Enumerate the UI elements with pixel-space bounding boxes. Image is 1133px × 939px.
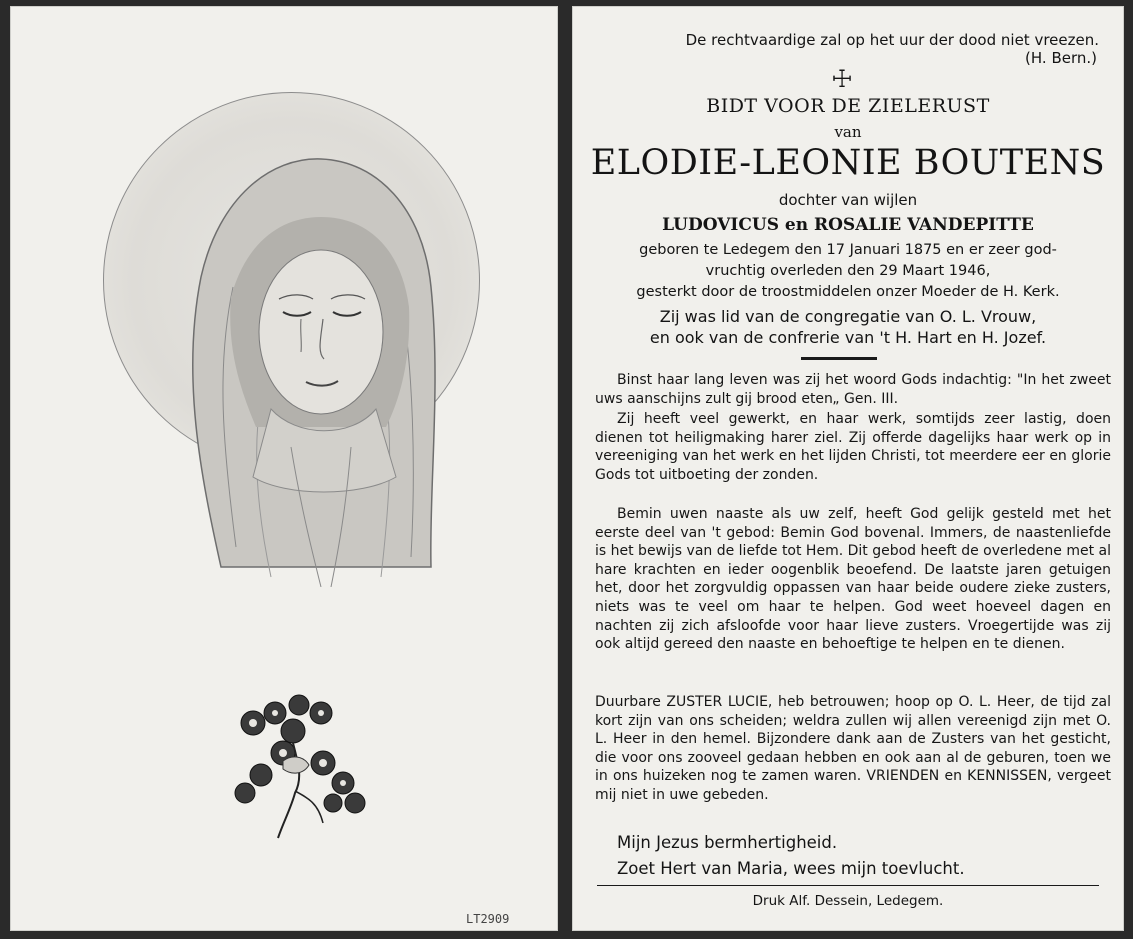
paragraph-charity: Bemin uwen naaste als uw zelf, heeft God gelijk gesteld met het eerste deel van 't gebod: Bemin God bovenal. Immers, de naastenliefde is het bewijs van de liefde tot Hem. Dit gebod heeft de overledene met al hare krachten en ieder oogenblik beoefend. De laatste jaren getuigen het, door het zorgvuldig oppassen van haar beide oudere zieke zusters, niets was te veel om haar te helpen. God weet hoeveel dagen en nachten zij zich afsloofde voor haar lieve zusters. Vroegertijde was zij ook altijd gereed den naaste en behoeftige te helpen en te dienen. bbox=[595, 506, 1112, 653]
memorial-card-back bbox=[572, 6, 1124, 931]
epigraph-source: (H. Bern.) bbox=[1025, 49, 1097, 67]
paragraph-work: Zij heeft veel gewerkt, en haar werk, somtijds zeer lastig, doen dienen tot heiligmaking harer ziel. Zij offerde dagelijks haar werk op in vereeniging van het werk en het lijden Christi, tot meerdere eer en glorie Gods tot uitboeting der zonden. bbox=[595, 411, 1111, 483]
printer-credit: Druk Alf. Dessein, Ledegem. bbox=[752, 893, 944, 909]
membership-line-2: en ook van de confrerie van 't H. Hart en H. Jozef. bbox=[649, 328, 1047, 347]
footer-rule bbox=[597, 885, 1099, 886]
birth-line-1: geboren te Ledegem den 17 Januari 1875 en er zeer god- bbox=[639, 242, 1057, 258]
birth-line-2: vruchtig overleden den 29 Maart 1946, bbox=[705, 263, 991, 279]
memorial-card-front bbox=[10, 6, 558, 931]
deceased-name: ELODIE-LEONIE BOUTENS bbox=[590, 143, 1106, 183]
cross-icon: ☩ bbox=[831, 65, 853, 93]
paragraph-scripture: Binst haar lang leven was zij het woord Gods indachtig: "In het zweet uws aanschijns zult gij brood eten„ Gen. III. bbox=[595, 372, 1111, 407]
epigraph: De rechtvaardige zal op het uur der dood niet vreezen. bbox=[685, 31, 1099, 49]
madonna-illustration bbox=[161, 147, 461, 587]
van-label: van bbox=[834, 123, 862, 141]
flower-cross-ornament bbox=[223, 683, 373, 843]
daughter-of: dochter van wijlen bbox=[778, 191, 918, 209]
parents: LUDOVICUS en ROSALIE VANDEPITTE bbox=[662, 215, 1034, 235]
prayer-2: Zoet Hert van Maria, wees mijn toevlucht. bbox=[617, 859, 965, 878]
prayer-1: Mijn Jezus bermhertigheid. bbox=[617, 833, 838, 852]
heading: BIDT VOOR DE ZIELERUST bbox=[706, 95, 990, 117]
birth-line-3: gesterkt door de troostmiddelen onzer Moeder de H. Kerk. bbox=[636, 284, 1060, 300]
membership-line-1: Zij was lid van de congregatie van O. L. Vrouw, bbox=[659, 307, 1037, 326]
divider bbox=[801, 357, 877, 360]
print-code: LT2909 bbox=[466, 912, 510, 926]
paragraph-farewell: Duurbare ZUSTER LUCIE, heb betrouwen; hoop op O. L. Heer, de tijd zal kort zijn van ons scheiden; weldra zullen wij allen vereenigd zijn met O. L. Heer in den hemel. Bijzondere dank aan de Zusters van het gesticht, die voor ons zooveel gedaan hebben en ook aan al de geburen, toen we in ons huizeken nog te zamen waren. VRIENDEN en KENNISSEN, vergeet mij niet in uwe gebeden. bbox=[595, 694, 1111, 803]
